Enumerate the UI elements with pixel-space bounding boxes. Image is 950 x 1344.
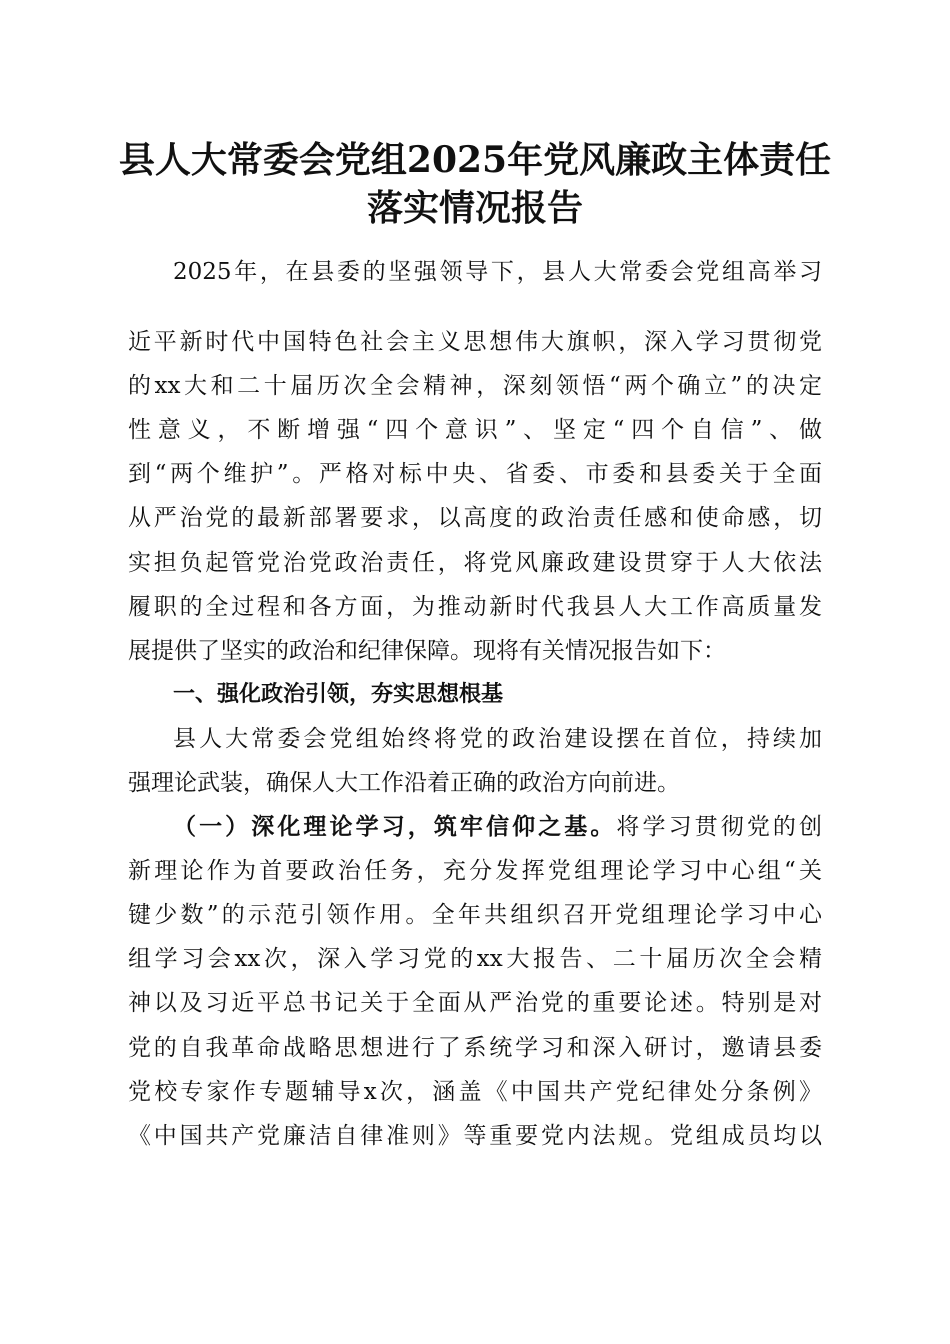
subsection-line: 组学习会xx次，深入学习党的xx大报告、二十届历次全会精: [128, 946, 822, 972]
intro-line: 近平新时代中国特色社会主义思想伟大旗帜，深入学习贯彻党: [128, 329, 822, 355]
section-intro-line: 强理论武装，确保人大工作沿着正确的政治方向前进。: [128, 770, 680, 796]
document-title-line-2: 落实情况报告: [366, 187, 583, 229]
subsection-line: 新理论作为首要政治任务，充分发挥党组理论学习中心组“关: [128, 858, 822, 884]
intro-line: 从严治党的最新部署要求，以高度的政治责任感和使命感，切: [128, 505, 822, 531]
section-heading: 一、强化政治引领，夯实思想根基: [173, 682, 504, 707]
intro-line: 实担负起管党治党政治责任，将党风廉政建设贯穿于人大依法: [128, 550, 822, 576]
subsection-first-line: [173, 807, 822, 847]
section-intro-line: 县人大常委会党组始终将党的政治建设摆在首位，持续加: [173, 726, 822, 752]
subsection-line: 神以及习近平总书记关于全面从严治党的重要论述。特别是对: [128, 990, 822, 1016]
intro-line: 性意义，不断增强“四个意识”、坚定“四个自信”、做: [128, 417, 822, 443]
subsection-line: 党的自我革命战略思想进行了系统学习和深入研讨，邀请县委: [128, 1035, 822, 1061]
intro-line: 展提供了坚实的政治和纪律保障。现将有关情况报告如下：: [128, 638, 726, 664]
subsection-line: 党校专家作专题辅导x次，涵盖《中国共产党纪律处分条例》: [128, 1079, 822, 1105]
intro-line: 的xx大和二十届历次全会精神，深刻领悟“两个确立”的决定: [128, 373, 822, 399]
intro-line: 到“两个维护”。严格对标中央、省委、市委和县委关于全面: [128, 461, 822, 487]
subsection-line: 键少数”的示范引领作用。全年共组织召开党组理论学习中心: [128, 902, 822, 928]
subsection-heading: （一）深化理论学习，筑牢信仰之基。: [173, 814, 617, 840]
intro-line: 履职的全过程和各方面，为推动新时代我县人大工作高质量发: [128, 594, 822, 620]
document-title-line-1: 县人大常委会党组2025年党风廉政主体责任: [118, 139, 832, 181]
subsection-line: 《中国共产党廉洁自律准则》等重要党内法规。党组成员均以: [128, 1123, 822, 1149]
intro-line: 2025年，在县委的坚强领导下，县人大常委会党组高举习: [173, 259, 822, 285]
subsection-first-line-text: 将学习贯彻党的创: [616, 814, 823, 840]
